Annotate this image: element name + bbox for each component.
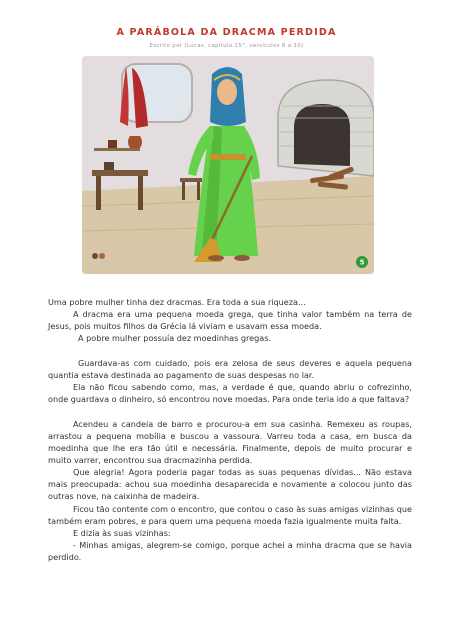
paragraph: - Minhas amigas, alegrem-se comigo, porque achei a minha dracma que se havia perdido. xyxy=(48,540,412,563)
paragraph: Uma pobre mulher tinha dez dracmas. Era toda a sua riqueza... xyxy=(48,297,306,307)
paragraph-gap xyxy=(48,405,412,417)
page-title: A PARÁBOLA DA DRACMA PERDIDA xyxy=(116,27,337,38)
paragraph: E dizia às suas vizinhas: xyxy=(73,527,171,538)
paragraph: Acendeu a candeia de barro e procurou-a em sua casinha. Remexeu as roupas, arrastou a pequena mobília e buscou a vassoura. Varreu toda a casa, em busca da moedinha que lhe era tão útil e necessária. Finalmente, depois de muito procurar e muito varrer, encontrou sua dracmazinha perdida. xyxy=(48,418,412,465)
page-subtitle: Escrito por (Lucas, capítulo 15°, versículos 8 a 10) xyxy=(149,43,304,49)
paragraph: Ela não ficou sabendo como, mas, a verdade é que, quando abriu o cofrezinho, onde guardava o dinheiro, só encontrou nove moedas. Para onde teria ido a que faltava? xyxy=(48,382,412,405)
story-illustration xyxy=(82,56,374,274)
paragraph: Guardava-as com cuidado, pois era zelosa de seus deveres e aquela pequena quantia estava destinada ao pagamento de suas despesas no lar. xyxy=(48,357,412,380)
paragraph-gap xyxy=(48,345,412,357)
paragraph: A pobre mulher possuía dez moedinhas gregas. xyxy=(78,333,272,344)
paragraph: A dracma era uma pequena moeda grega, que tinha valor também na terra de Jesus, pois muitos filhos da Grécia lá viviam e usavam essa moeda. xyxy=(48,309,412,332)
paragraph: Que alegria! Agora poderia pagar todas as suas pequenas dívidas... Não estava mais preocupada: achou sua moedinha desaparecida e novamente a colocou junto das outras nove, na caixinha de madeira. xyxy=(48,467,412,502)
page-number-badge: 5 xyxy=(359,258,365,267)
story-text xyxy=(48,296,412,563)
paragraph: Ficou tão contente com o encontro, que contou o caso às suas amigas vizinhas que também eram pobres, e para quem uma pequena moeda fazia igualmente muita falta. xyxy=(48,503,412,526)
